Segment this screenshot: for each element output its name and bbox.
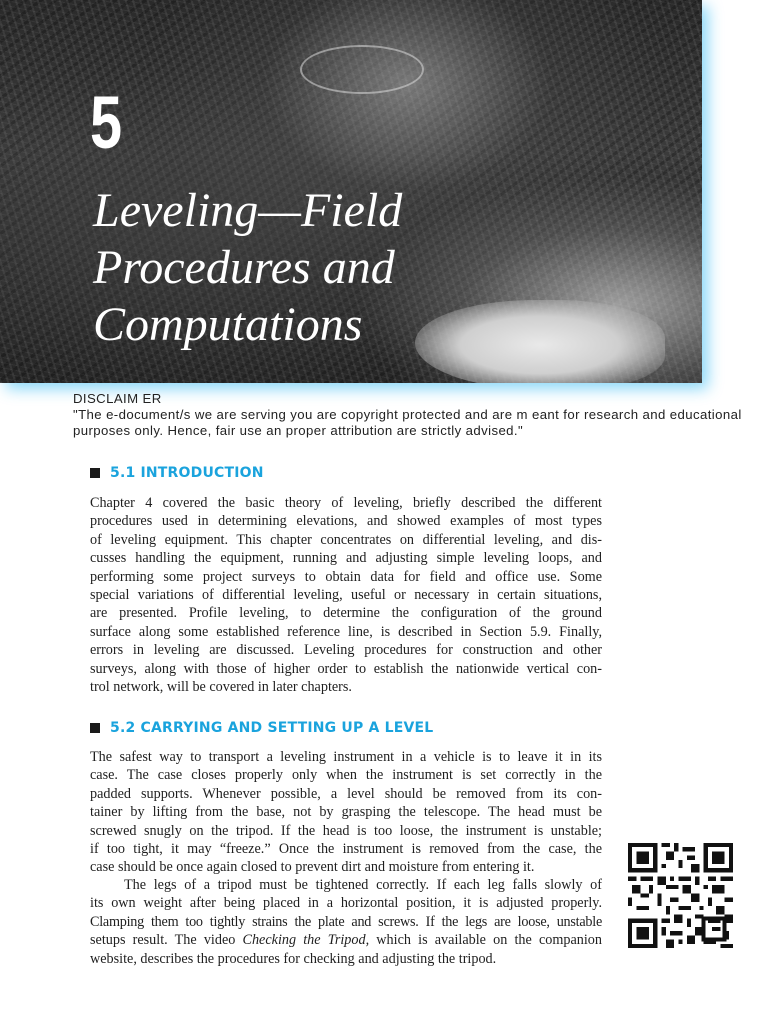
text-line: The safest way to transport a leveling instrument in a vehicle is to leave it in its [90,749,602,765]
carrying-paragraph-2 [90,876,602,968]
text-line: padded supports. Whenever possible, a level should be removed from its con- [90,785,602,802]
text-line: surveys, along with those of higher order to establish the nationwide vertical con- [90,660,602,677]
text-line: if too tight, it may “freeze.” Once the instrument is removed from the case, the [90,841,602,858]
introduction-paragraph [90,494,602,696]
text-line: performing some project surveys to obtain data for field and office use. Some [90,568,602,585]
chapter-cover-image [0,0,702,383]
text-line: procedures used in determining elevations, and showed examples of most types [90,513,602,530]
text-line: special variations of differential leveling, useful or necessary in certain situations, [90,587,602,604]
text-line: The legs of a tripod must be tightened correctly. If each leg falls slowly of [124,877,602,893]
text-line-with-video [90,931,602,949]
text-line: Chapter 4 covered the basic theory of leveling, briefly described the different [90,495,602,511]
disclaimer-text: "The e-document/s we are serving you are copyright protected and are m eant for research and educational purposes only. Hence, fair use an proper attribution are strictly advised." [73,407,742,438]
disclaimer-label: DISCLAIM ER [73,391,162,406]
text-line: errors in leveling are discussed. Leveling procedures for construction and other [90,642,602,659]
text-line: are presented. Profile leveling, to determine the configuration of the ground [90,605,602,622]
section-heading-text: 5.2 CARRYING AND SETTING UP A LEVEL [110,720,434,736]
text-line: of leveling equipment. This chapter concentrates on differential leveling, and dis- [90,531,602,548]
text-line: website, describes the procedures for checking and adjusting the tripod. [90,950,497,967]
square-bullet-icon [90,468,100,478]
chapter-title-line: Leveling—Field [93,184,403,237]
text-line: trol network, will be covered in later chapters. [90,679,352,696]
chapter-title-line: Procedures and [93,241,395,294]
text-line: tainer by lifting from the base, not by grasping the telescope. The head must be [90,804,602,821]
text-line: its own weight after being placed in a horizontal position, it is adjusted properly. [90,895,602,912]
text-line: case should be once again closed to prevent dirt and moisture from entering it. [90,859,535,876]
text-line: case. The case closes properly only when the instrument is set correctly in the [90,767,602,784]
video-title-link[interactable]: Checking the Tripod, [242,932,370,949]
square-bullet-icon [90,723,100,733]
section-heading-introduction [90,465,264,481]
section-heading-carrying [90,720,433,736]
section-heading-text: 5.1 INTRODUCTION [110,465,264,481]
chapter-title [93,182,513,353]
chapter-number: 5 [90,81,121,164]
text-line: surface along some established reference line, is described in Section 5.9. Finally, [90,623,602,640]
text-fragment: which is available on the companion [369,932,602,949]
chapter-title-line: Computations [93,298,363,351]
text-line: Clamping them too tightly strains the plate and screws. If the legs are loose, unstable [90,913,602,930]
plaza-ring [300,45,424,94]
text-line: cusses handling the equipment, running and adjusting simple leveling loops, and [90,550,602,567]
text-fragment: setups result. The video [90,932,243,949]
qr-code-icon[interactable] [628,843,733,948]
text-line: screwed snugly on the tripod. If the head is too loose, the instrument is unstable; [90,822,602,839]
carrying-paragraph-1 [90,748,602,877]
disclaimer [73,391,753,439]
